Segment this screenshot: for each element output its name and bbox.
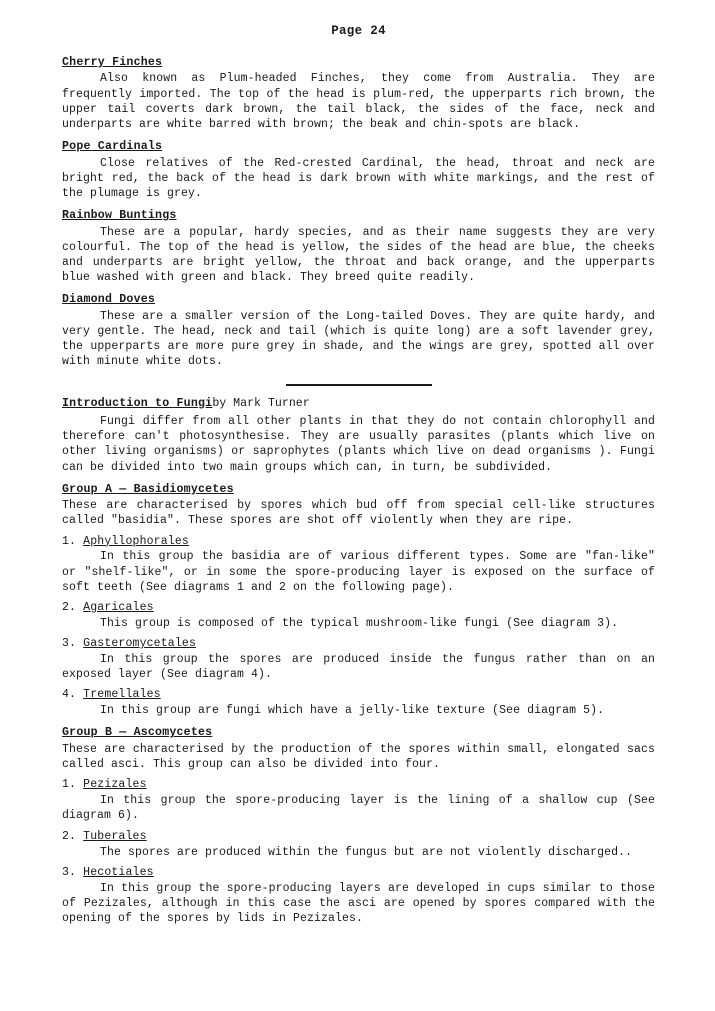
group-b-item-3-heading — [62, 866, 655, 881]
group-intro: These are characterised by spores which bud off from special cell-like structures called "basidia". These spores are shot off violently when they are ripe. — [62, 499, 655, 528]
group-a-item-3-heading — [62, 637, 655, 652]
group-intro: These are characterised by the production of the spores within small, elongated sacs called asci. This group can also be divided into four. — [62, 742, 655, 772]
group-a-item-3-body: In this group the spores are produced inside the fungus rather than on an exposed layer (See diagram 4). — [62, 653, 655, 682]
group-b-item-1-body: In this group the spore-producing layer is the lining of a shallow cup (See diagram 6). — [62, 794, 655, 823]
item-title: Pezizales — [83, 778, 147, 792]
section-divider — [286, 384, 432, 386]
group-b-item-2-heading — [62, 830, 655, 845]
section-heading: Rainbow Buntings — [62, 209, 177, 223]
item-number: 2. — [62, 829, 77, 843]
section-heading: Diamond Doves — [62, 293, 156, 307]
section-paragraph: Close relatives of the Red-crested Cardinal, the head, throat and neck are bright red, the back of the head is dark brown with white markings, and the rest of the plumage is grey. — [62, 156, 655, 200]
group-a-item-1-body: In this group the basidia are of various different types. Some are "fan-like" or "shelf-like", or in some the spore-producing layer is exposed on the surface of soft teeth (See diagrams 1 and 2 on the following page). — [62, 550, 655, 594]
item-number: 3. — [62, 637, 77, 651]
group-a-item-4-body: In this group are fungi which have a jelly-like texture (See diagram 5). — [100, 704, 605, 718]
group-b-item-1-heading — [62, 778, 655, 793]
article-byline: by Mark Turner — [212, 396, 310, 410]
item-title: Gasteromycetales — [83, 637, 196, 651]
item-number: 4. — [62, 688, 77, 702]
item-title: Agaricales — [83, 600, 154, 614]
item-number: 2. — [62, 600, 77, 614]
section-heading: Pope Cardinals — [62, 140, 163, 154]
section-paragraph: These are a popular, hardy species, and as their name suggests they are very colourful. The top of the head is yellow, the sides of the head are blue, the cheeks and underparts are bright yellow, the throat and back orange, and the upperparts blue washed with green and black. They breed quite readily. — [62, 225, 655, 285]
article-title-line — [62, 396, 655, 412]
item-number: 1. — [62, 534, 77, 548]
article-intro-paragraph: Fungi differ from all other plants in that they do not contain chlorophyll and therefore can't photosynthesise. They are usually parasites (plants which live on other living organisms) or saprophytes (plants which live on dead organisms ). Fungi can be divided into two main groups which can, in turn, be subdivided. — [62, 415, 655, 474]
page-number-header: Page 24 — [331, 24, 386, 38]
article-fungi — [62, 396, 655, 927]
group-a-item-2-body: This group is composed of the typical mushroom-like fungi (See diagram 3). — [100, 616, 619, 630]
item-title: Hecotiales — [83, 865, 154, 879]
group-a-item-1-heading — [62, 535, 655, 550]
section-heading: Cherry Finches — [62, 56, 163, 69]
section-paragraph: These are a smaller version of the Long-tailed Doves. They are quite hardy, and very gentle. The head, neck and tail (which is quite long) are a soft lavender grey, the upperparts are more pure grey in shade, and the wings are grey, spotted all over with minute white dots. — [62, 309, 655, 369]
section-paragraph: Also known as Plum-headed Finches, they come from Australia. They are frequently imported. The top of the head is plum-red, the upperparts rich brown, the upper tail coverts dark brown, the tail black, the sides of the face, neck and underparts are white barred with brown; the beak and chin-spots are black. — [62, 72, 655, 131]
item-number: 1. — [62, 778, 77, 792]
group-a-item-2-heading — [62, 601, 655, 616]
item-title: Aphyllophorales — [83, 534, 189, 548]
bird-section-diamond-doves — [62, 289, 655, 369]
bird-section-pope-cardinals — [62, 136, 655, 201]
article-title: Introduction to Fungi — [62, 396, 213, 410]
bird-section-rainbow-buntings — [62, 205, 655, 285]
group-b-item-2-body: The spores are produced within the fungus but are not violently discharged.. — [100, 845, 633, 859]
group-heading: Group A — Basidiomycetes — [62, 482, 234, 496]
group-heading: Group B — Ascomycetes — [62, 726, 213, 740]
item-number: 3. — [62, 865, 77, 879]
bird-section-cherry-finches — [62, 52, 655, 132]
fungi-group-a — [62, 479, 655, 719]
group-b-item-3-body: In this group the spore-producing layers are developed in cups similar to those of Pezizales, although in this case the asci are opened by spores compared with the opening of the spores by lids in Pezizales. — [62, 881, 655, 925]
fungi-group-b — [62, 722, 655, 926]
item-title: Tremellales — [83, 688, 161, 702]
group-a-item-4-heading — [62, 688, 655, 703]
item-title: Tuberales — [83, 829, 147, 843]
